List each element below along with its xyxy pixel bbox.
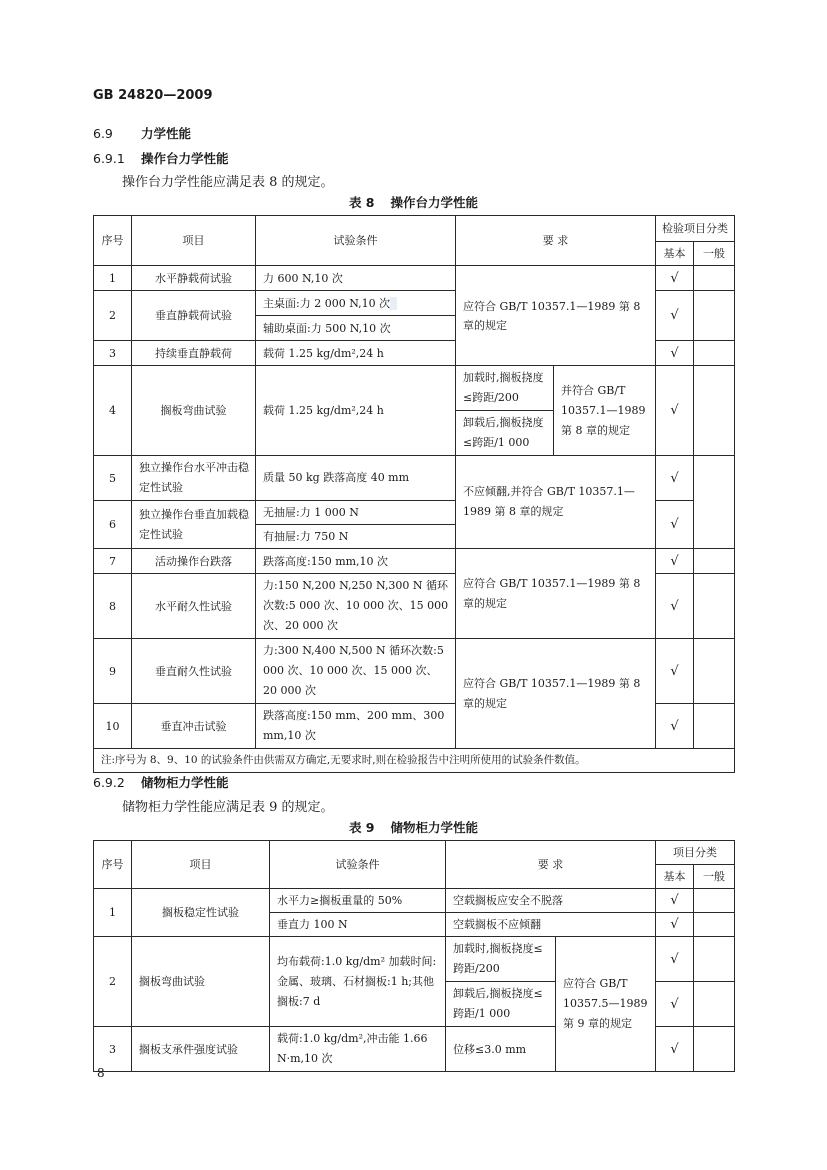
row-requirement-b: 卸载后,搁板挠度≤跨距/1 000 (456, 411, 554, 456)
row-item: 独立操作台垂直加载稳定性试验 (132, 501, 256, 549)
row-requirement-c: 应符合 GB/T 10357.5—1989 第 9 章的规定 (556, 937, 656, 1072)
row-item: 垂直耐久性试验 (132, 639, 256, 704)
table8 (93, 215, 735, 773)
empty-cell (694, 704, 735, 749)
check-mark-icon: √ (656, 704, 694, 749)
row-item: 持续垂直静载荷 (132, 341, 256, 366)
row-condition: 力:300 N,400 N,500 N 循环次数:5 000 次、10 000 次、15 000 次、20 000 次 (256, 639, 456, 704)
table-row (94, 266, 735, 291)
table9 (93, 840, 735, 1072)
row-item: 水平耐久性试验 (132, 574, 256, 639)
section-title: 力学性能 (141, 126, 192, 141)
check-mark-icon: √ (656, 456, 694, 501)
table-row (94, 456, 735, 501)
check-mark-icon: √ (656, 501, 694, 549)
section-title: 储物柜力学性能 (141, 775, 229, 790)
row-requirement-c: 并符合 GB/T 10357.1—1989 第 8 章的规定 (554, 366, 656, 456)
table-row (94, 639, 735, 704)
row-item: 垂直冲击试验 (132, 704, 256, 749)
section-6-9-1-text: 操作台力学性能应满足表 8 的规定。 (122, 175, 334, 190)
empty-cell (694, 1027, 735, 1072)
header-requirements: 要 求 (456, 216, 656, 266)
header-category: 检验项目分类 (656, 216, 735, 242)
header-item: 项目 (132, 216, 256, 266)
table8-note: 注:序号为 8、9、10 的试验条件由供需双方确定,无要求时,则在检验报告中注明所使用的试验条件数值。 (94, 749, 735, 773)
row-item: 独立操作台水平冲击稳定性试验 (132, 456, 256, 501)
row-no: 9 (94, 639, 132, 704)
row-item: 水平静载荷试验 (132, 266, 256, 291)
page-number: 8 (97, 1066, 105, 1080)
section-number: 6.9.2 (93, 775, 125, 790)
section-number: 6.9.1 (93, 151, 125, 166)
empty-cell (694, 937, 735, 982)
row-condition: 垂直力 100 N (270, 913, 446, 937)
empty-cell (694, 574, 735, 639)
header-item: 项目 (132, 841, 270, 889)
row-requirement: 应符合 GB/T 10357.1—1989 第 8 章的规定 (456, 639, 656, 749)
row-no: 6 (94, 501, 132, 549)
check-mark-icon: √ (656, 982, 694, 1027)
header-category: 项目分类 (656, 841, 735, 865)
section-6-9-2-text: 储物柜力学性能应满足表 9 的规定。 (122, 800, 334, 815)
table9-caption (0, 818, 827, 836)
table-row (94, 366, 735, 411)
section-6-9-2-heading (93, 773, 229, 791)
row-condition: 载荷:1.0 kg/dm²,冲击能 1.66 N·m,10 次 (270, 1027, 446, 1072)
row-condition: 水平力≥搁板重量的 50% (270, 889, 446, 913)
row-requirement-b: 卸载后,搁板挠度≤跨距/1 000 (446, 982, 556, 1027)
check-mark-icon: √ (656, 291, 694, 341)
row-condition: 跌落高度:150 mm,10 次 (256, 549, 456, 574)
row-requirement: 空载搁板应安全不脱落 (446, 889, 656, 913)
check-mark-icon: √ (656, 913, 694, 937)
row-requirement: 空载搁板不应倾翻 (446, 913, 656, 937)
row-requirement-a: 加载时,搁板挠度≤跨距/200 (446, 937, 556, 982)
check-mark-icon: √ (656, 1027, 694, 1072)
row-requirement: 位移≤3.0 mm (446, 1027, 556, 1072)
row-condition: 载荷 1.25 kg/dm²,24 h (256, 341, 456, 366)
row-no: 1 (94, 266, 132, 291)
section-number: 6.9 (93, 126, 113, 141)
table-note-row (94, 749, 735, 773)
row-condition: 跌落高度:150 mm、200 mm、300 mm,10 次 (256, 704, 456, 749)
row-condition: 均布载荷:1.0 kg/dm² 加载时间:金属、玻璃、石材搁板:1 h;其他搁板:7 d (270, 937, 446, 1027)
check-mark-icon: √ (656, 889, 694, 913)
check-mark-icon: √ (656, 341, 694, 366)
empty-cell (694, 456, 735, 549)
row-no: 7 (94, 549, 132, 574)
row-item: 搁板弯曲试验 (132, 937, 270, 1027)
row-condition: 力 600 N,10 次 (256, 266, 456, 291)
table-row (94, 937, 735, 982)
row-item: 搁板支承件强度试验 (132, 1027, 270, 1072)
header-no: 序号 (94, 841, 132, 889)
row-condition: 力:150 N,200 N,250 N,300 N 循环次数:5 000 次、10 000 次、15 000 次、20 000 次 (256, 574, 456, 639)
row-requirement: 不应倾翻,并符合 GB/T 10357.1—1989 第 8 章的规定 (456, 456, 656, 549)
table9-caption-number: 表 9 (348, 820, 375, 835)
section-6-9-heading (93, 124, 191, 142)
row-requirement: 应符合 GB/T 10357.1—1989 第 8 章的规定 (456, 266, 656, 366)
table9-caption-title: 储物柜力学性能 (390, 820, 479, 835)
row-condition: 载荷 1.25 kg/dm²,24 h (256, 366, 456, 456)
section-title: 操作台力学性能 (141, 151, 229, 166)
row-condition: 有抽屉:力 750 N (256, 525, 456, 549)
empty-cell (694, 889, 735, 913)
empty-cell (694, 291, 735, 341)
section-6-9-1-heading (93, 149, 229, 167)
empty-cell (694, 913, 735, 937)
scan-highlight-icon (390, 297, 397, 310)
empty-cell (694, 549, 735, 574)
table8-caption (0, 193, 827, 211)
table8-caption-title: 操作台力学性能 (390, 195, 479, 210)
header-conditions: 试验条件 (256, 216, 456, 266)
header-basic: 基本 (656, 242, 694, 266)
row-no: 2 (94, 291, 132, 341)
row-condition (256, 291, 456, 316)
row-item: 搁板稳定性试验 (132, 889, 270, 937)
header-requirements: 要 求 (446, 841, 656, 889)
empty-cell (694, 341, 735, 366)
row-requirement: 应符合 GB/T 10357.1—1989 第 8 章的规定 (456, 549, 656, 639)
row-no: 10 (94, 704, 132, 749)
row-condition: 质量 50 kg 跌落高度 40 mm (256, 456, 456, 501)
row-item: 搁板弯曲试验 (132, 366, 256, 456)
row-no: 5 (94, 456, 132, 501)
row-requirement-a: 加载时,搁板挠度≤跨距/200 (456, 366, 554, 411)
table-row (94, 549, 735, 574)
row-no: 1 (94, 889, 132, 937)
header-no: 序号 (94, 216, 132, 266)
table8-caption-number: 表 8 (348, 195, 375, 210)
standard-code: GB 24820—2009 (93, 88, 213, 103)
row-item: 活动操作台跌落 (132, 549, 256, 574)
check-mark-icon: √ (656, 266, 694, 291)
empty-cell (694, 366, 735, 456)
row-no: 3 (94, 1027, 132, 1072)
check-mark-icon: √ (656, 549, 694, 574)
row-no: 8 (94, 574, 132, 639)
empty-cell (694, 982, 735, 1027)
header-basic: 基本 (656, 865, 694, 889)
empty-cell (694, 266, 735, 291)
check-mark-icon: √ (656, 937, 694, 982)
check-mark-icon: √ (656, 366, 694, 456)
row-condition: 无抽屉:力 1 000 N (256, 501, 456, 525)
row-no: 3 (94, 341, 132, 366)
empty-cell (694, 639, 735, 704)
row-no: 2 (94, 937, 132, 1027)
header-general: 一般 (694, 242, 735, 266)
condition-text: 主桌面:力 2 000 N,10 次 (263, 296, 391, 310)
row-condition: 辅助桌面:力 500 N,10 次 (256, 316, 456, 341)
header-conditions: 试验条件 (270, 841, 446, 889)
check-mark-icon: √ (656, 574, 694, 639)
row-item: 垂直静载荷试验 (132, 291, 256, 341)
row-no: 4 (94, 366, 132, 456)
header-general: 一般 (694, 865, 735, 889)
check-mark-icon: √ (656, 639, 694, 704)
table-row (94, 889, 735, 913)
